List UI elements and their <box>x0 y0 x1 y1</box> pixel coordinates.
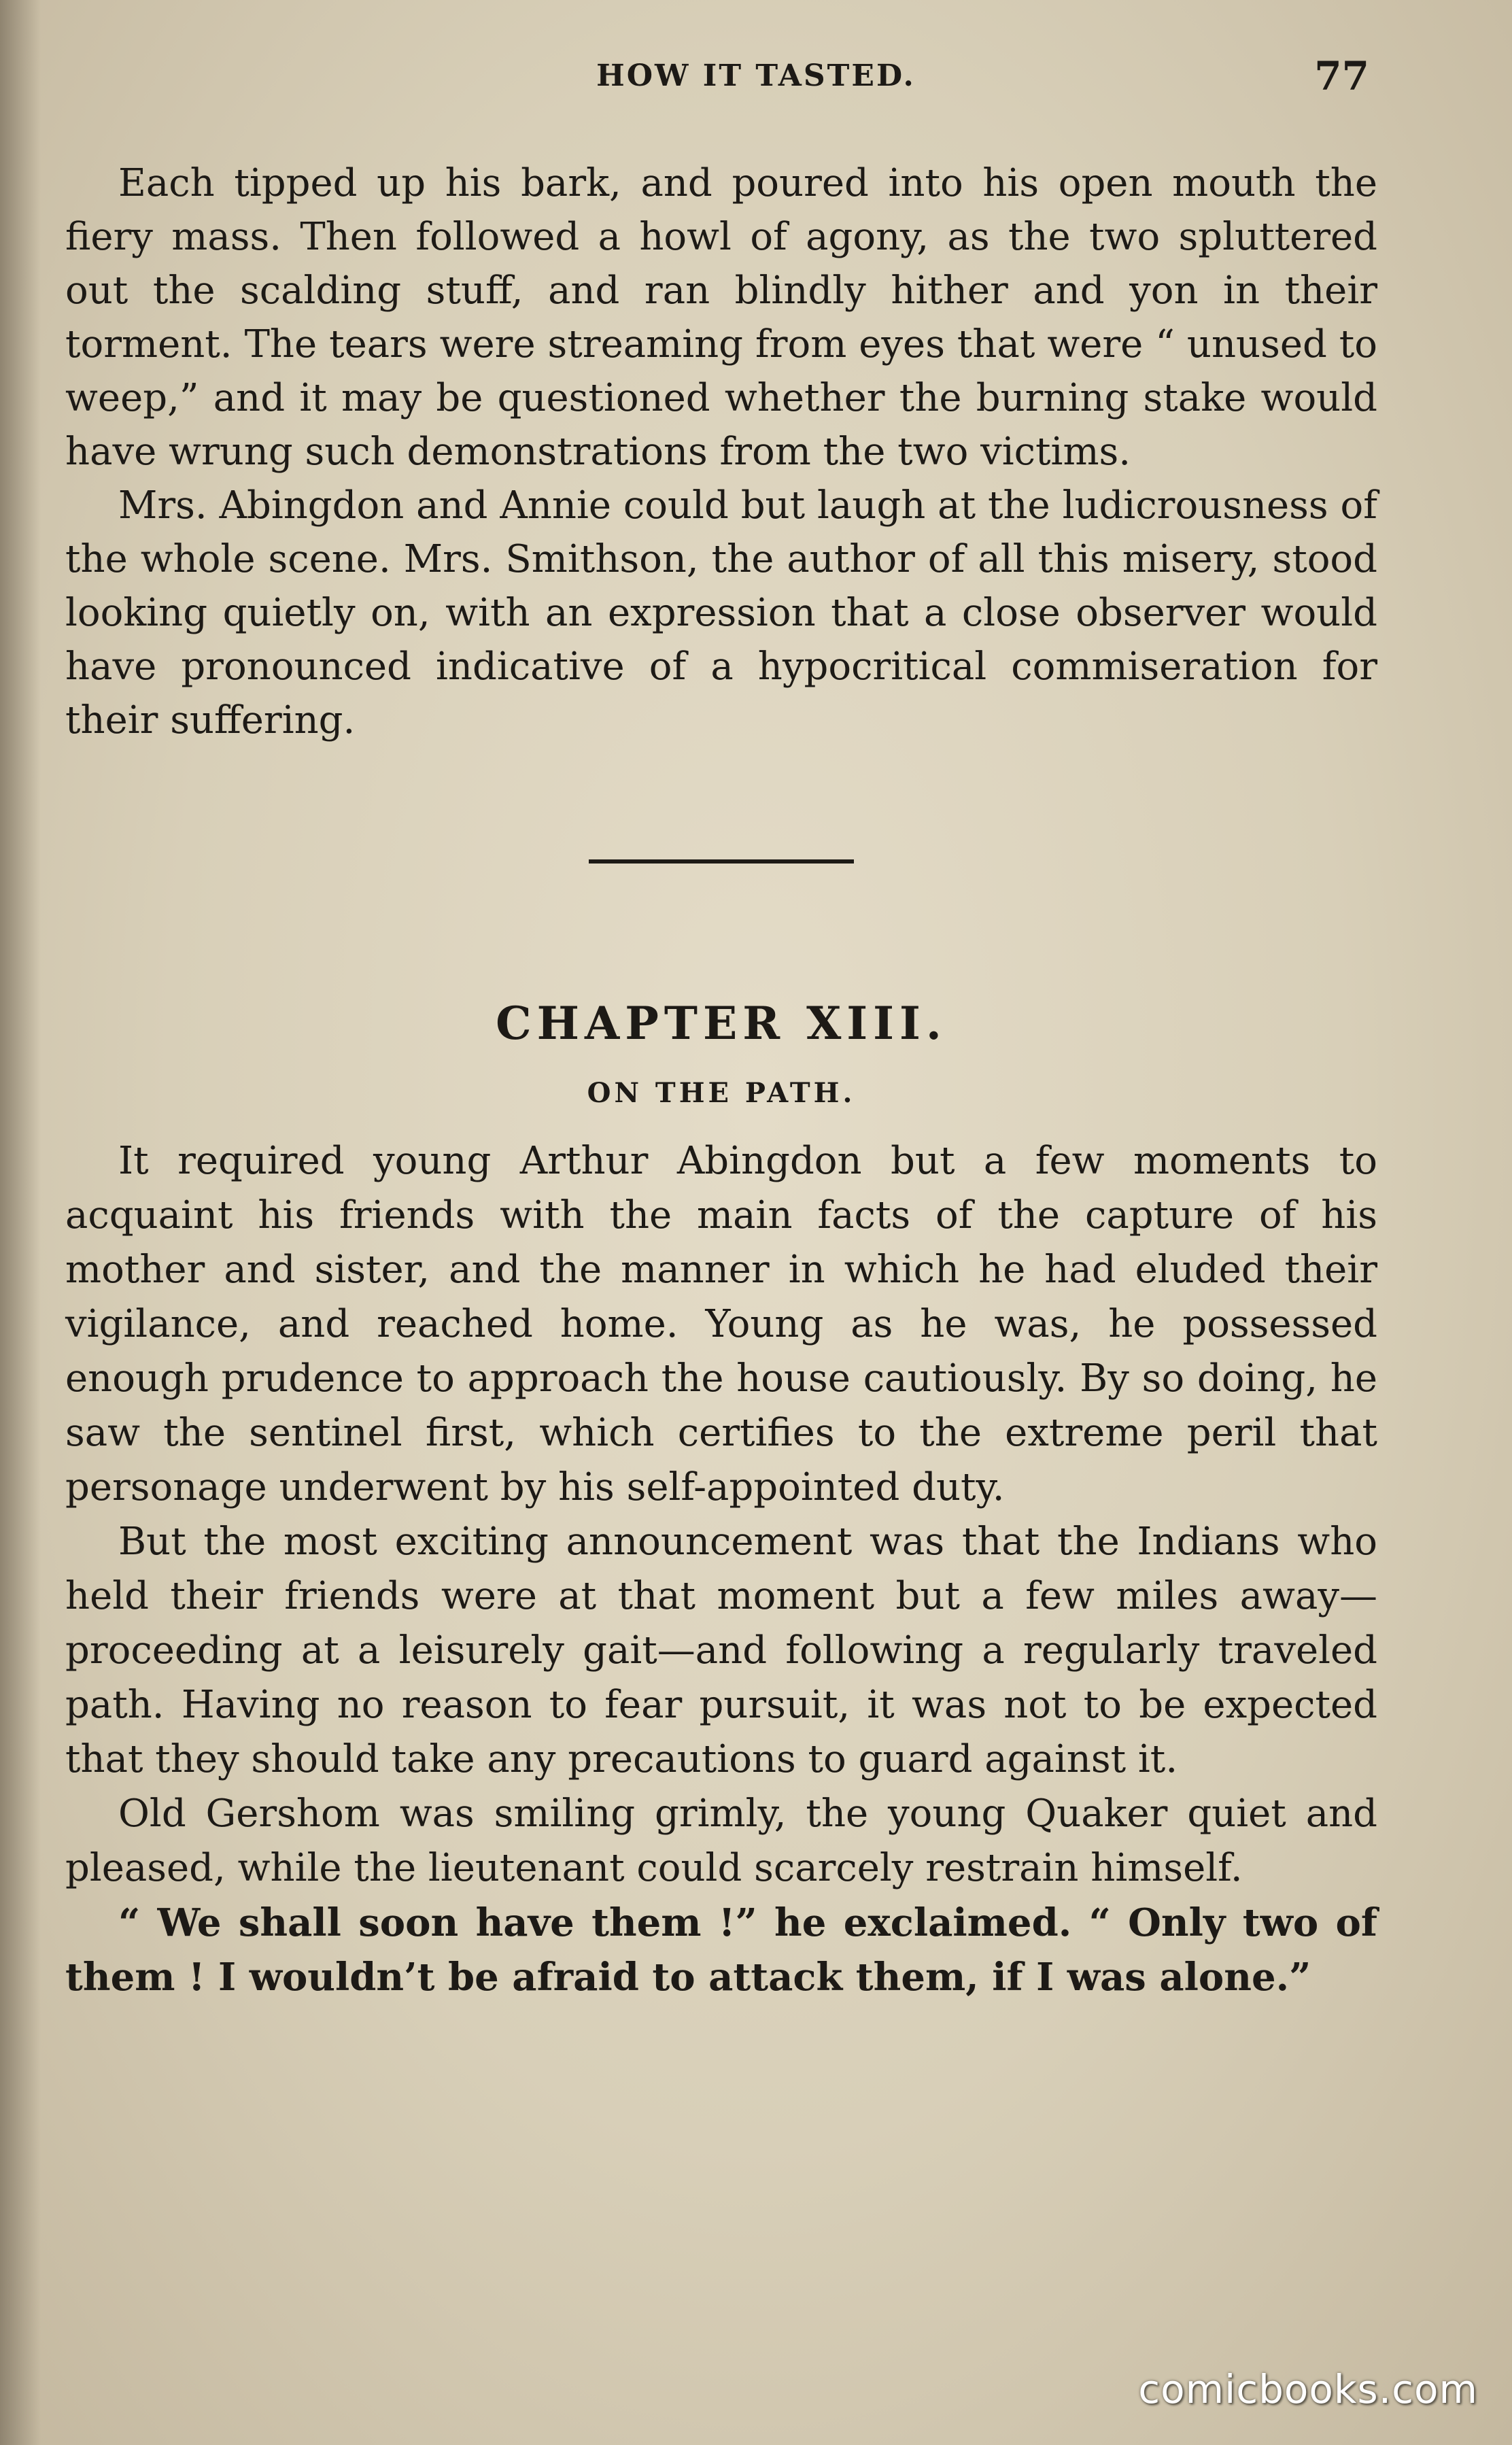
page-body <box>65 156 1377 2004</box>
paragraph: Each tipped up his bark, and poured into his open mouth the fiery mass. Then followed a howl of agony, as the two spluttered out the scalding stuff, and ran blindly hither and yon in their torment. The tears were streaming from eyes that were “ unused to weep,” and it may be questioned whether the burning stake would have wrung such demonstrations from the two victims. <box>65 161 1377 474</box>
section-divider <box>589 859 854 864</box>
paragraph: Mrs. Abingdon and Annie could but laugh at the ludicrousness of the whole scene. Mrs. Smithson, the author of all this misery, stood looking quietly on, with an expression that a close observer would have pronounced indicative of a hypocritical commiseration for their suffering. <box>65 483 1377 742</box>
watermark: comicbooks.com <box>1138 2366 1478 2412</box>
chapter-heading: CHAPTER XIII. <box>496 997 947 1050</box>
page-number: 77 <box>1314 53 1369 99</box>
running-head: HOW IT TASTED. <box>596 58 916 93</box>
chapter-body <box>65 1134 1377 2004</box>
paragraph: But the most exciting announcement was that the Indians who held their friends were at that moment but a few miles away—proceeding at a leisurely gait—and following a regularly traveled path. Having no reason to fear pursuit, it was not to be expected that they should take any precautions to guard against it. <box>65 1520 1377 1781</box>
paragraph: It required young Arthur Abingdon but a few moments to acquaint his friends with the main facts of the capture of his mother and sister, and the manner in which he had eluded their vigilance, and reached home. Young as he was, he possessed enough prudence to approach the house cautiously. By so doing, he saw the sentinel first, which certifies to the extreme peril that personage underwent by his self-appointed duty. <box>65 1139 1377 1509</box>
chapter-subtitle: ON THE PATH. <box>587 1077 856 1109</box>
paragraph: “ We shall soon have them !” he exclaimed. “ Only two of them ! I wouldn’t be afraid to attack them, if I was alone.” <box>65 1900 1377 2000</box>
paragraph: Old Gershom was smiling grimly, the young Quaker quiet and pleased, while the lieutenant could scarcely restrain himself. <box>65 1792 1377 1890</box>
page-header <box>0 53 1512 101</box>
